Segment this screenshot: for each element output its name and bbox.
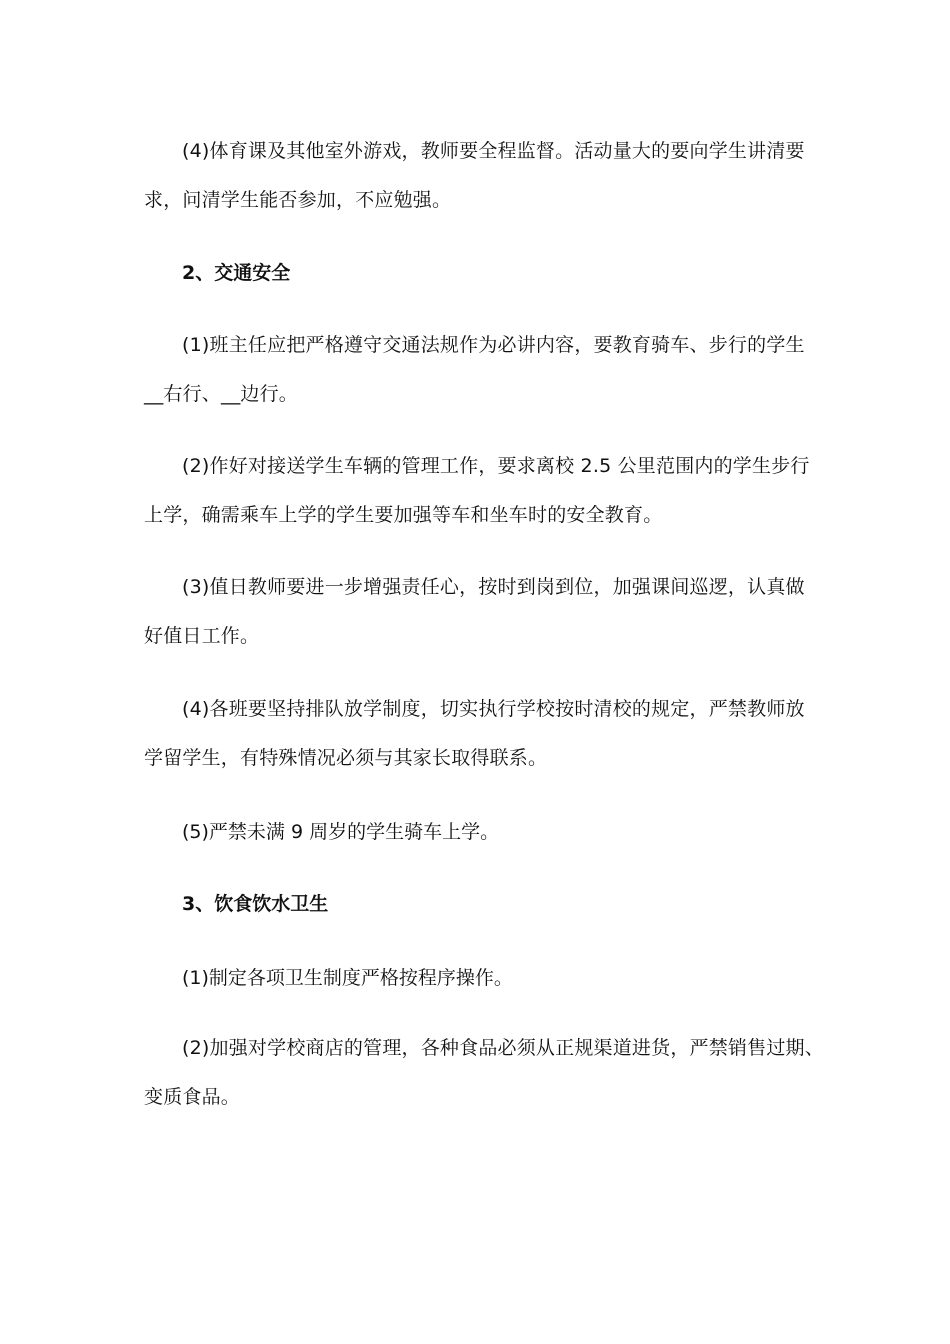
paragraph-cycling-age: (5)严禁未满 9 周岁的学生骑车上学。 xyxy=(182,821,500,843)
paragraph-traffic-rules: (1)班主任应把严格遵守交通法规作为必讲内容，要教育骑车、步行的学生__右行、__边行。 xyxy=(144,334,805,405)
paragraph-hygiene-rules: (1)制定各项卫生制度严格按程序操作。 xyxy=(182,967,513,989)
paragraph-shop-management: (2)加强对学校商店的管理，各种食品必须从正规渠道进货，严禁销售过期、变质食品。 xyxy=(144,1037,824,1108)
paragraph-duty-teacher: (3)值日教师要进一步增强责任心，按时到岗到位，加强课间巡逻，认真做好值日工作。 xyxy=(144,576,805,647)
paragraph-pe-supervision: (4)体育课及其他室外游戏，教师要全程监督。活动量大的要向学生讲清要求，问清学生能否参加，不应勉强。 xyxy=(144,140,805,211)
section-heading-food-water-hygiene: 3、饮食饮水卫生 xyxy=(182,893,329,915)
paragraph-dismissal-rules: (4)各班要坚持排队放学制度，切实执行学校按时清校的规定，严禁教师放学留学生，有特殊情况必须与其家长取得联系。 xyxy=(144,698,805,769)
paragraph-vehicle-management: (2)作好对接送学生车辆的管理工作，要求离校 2.5 公里范围内的学生步行上学，确需乘车上学的学生要加强等车和坐车时的安全教育。 xyxy=(144,455,810,526)
section-heading-traffic-safety: 2、交通安全 xyxy=(182,262,291,284)
